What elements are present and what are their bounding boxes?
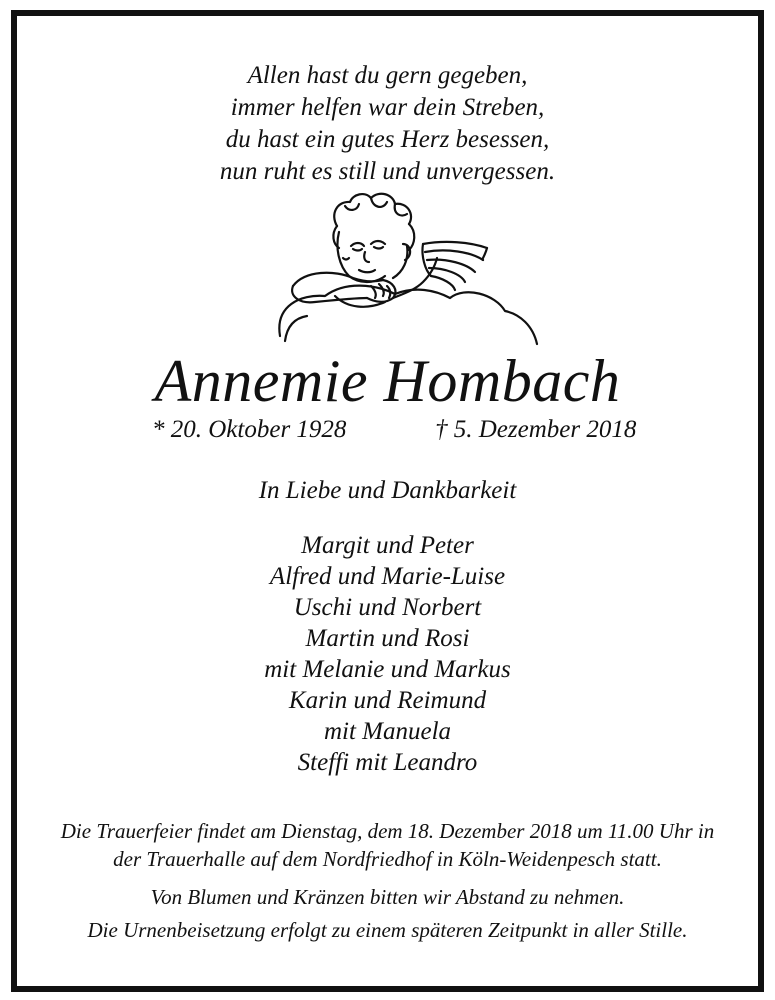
funeral-notice [17, 817, 758, 873]
family-member: Margit und Peter [301, 532, 474, 559]
poem-line: du hast ein gutes Herz besessen, [225, 126, 550, 153]
family-member: Uschi und Norbert [293, 594, 482, 621]
funeral-notice-line: der Trauerhalle auf dem Nordfriedhof in Köln-Weidenpesch statt. [113, 847, 662, 871]
poem-line: nun ruht es still und unvergessen. [219, 158, 556, 185]
birth-date: * 20. Oktober 1928 [152, 416, 347, 443]
poem [17, 60, 758, 188]
death-date: † 5. Dezember 2018 [435, 416, 637, 443]
family-member: mit Manuela [323, 718, 452, 745]
family-member: Karin und Reimund [288, 687, 487, 714]
obituary-frame [11, 10, 764, 992]
family-list [17, 530, 758, 778]
poem-line: Allen hast du gern gegeben, [247, 62, 528, 89]
dedication: In Liebe und Dankbarkeit [258, 477, 517, 504]
family-member: mit Melanie und Markus [264, 656, 511, 683]
poem-line: immer helfen war dein Streben, [230, 94, 545, 121]
deceased-name: Annemie Hombach [154, 348, 621, 414]
urn-notice: Die Urnenbeisetzung erfolgt zu einem späteren Zeitpunkt in aller Stille. [87, 918, 688, 942]
family-member: Steffi mit Leandro [297, 749, 478, 776]
flowers-notice: Von Blumen und Kränzen bitten wir Abstand zu nehmen. [150, 885, 625, 909]
angel-icon [275, 186, 545, 351]
family-member: Alfred und Marie-Luise [269, 563, 506, 590]
funeral-notice-line: Die Trauerfeier findet am Dienstag, dem 18. Dezember 2018 um 11.00 Uhr in [60, 819, 715, 843]
family-member: Martin und Rosi [305, 625, 470, 652]
